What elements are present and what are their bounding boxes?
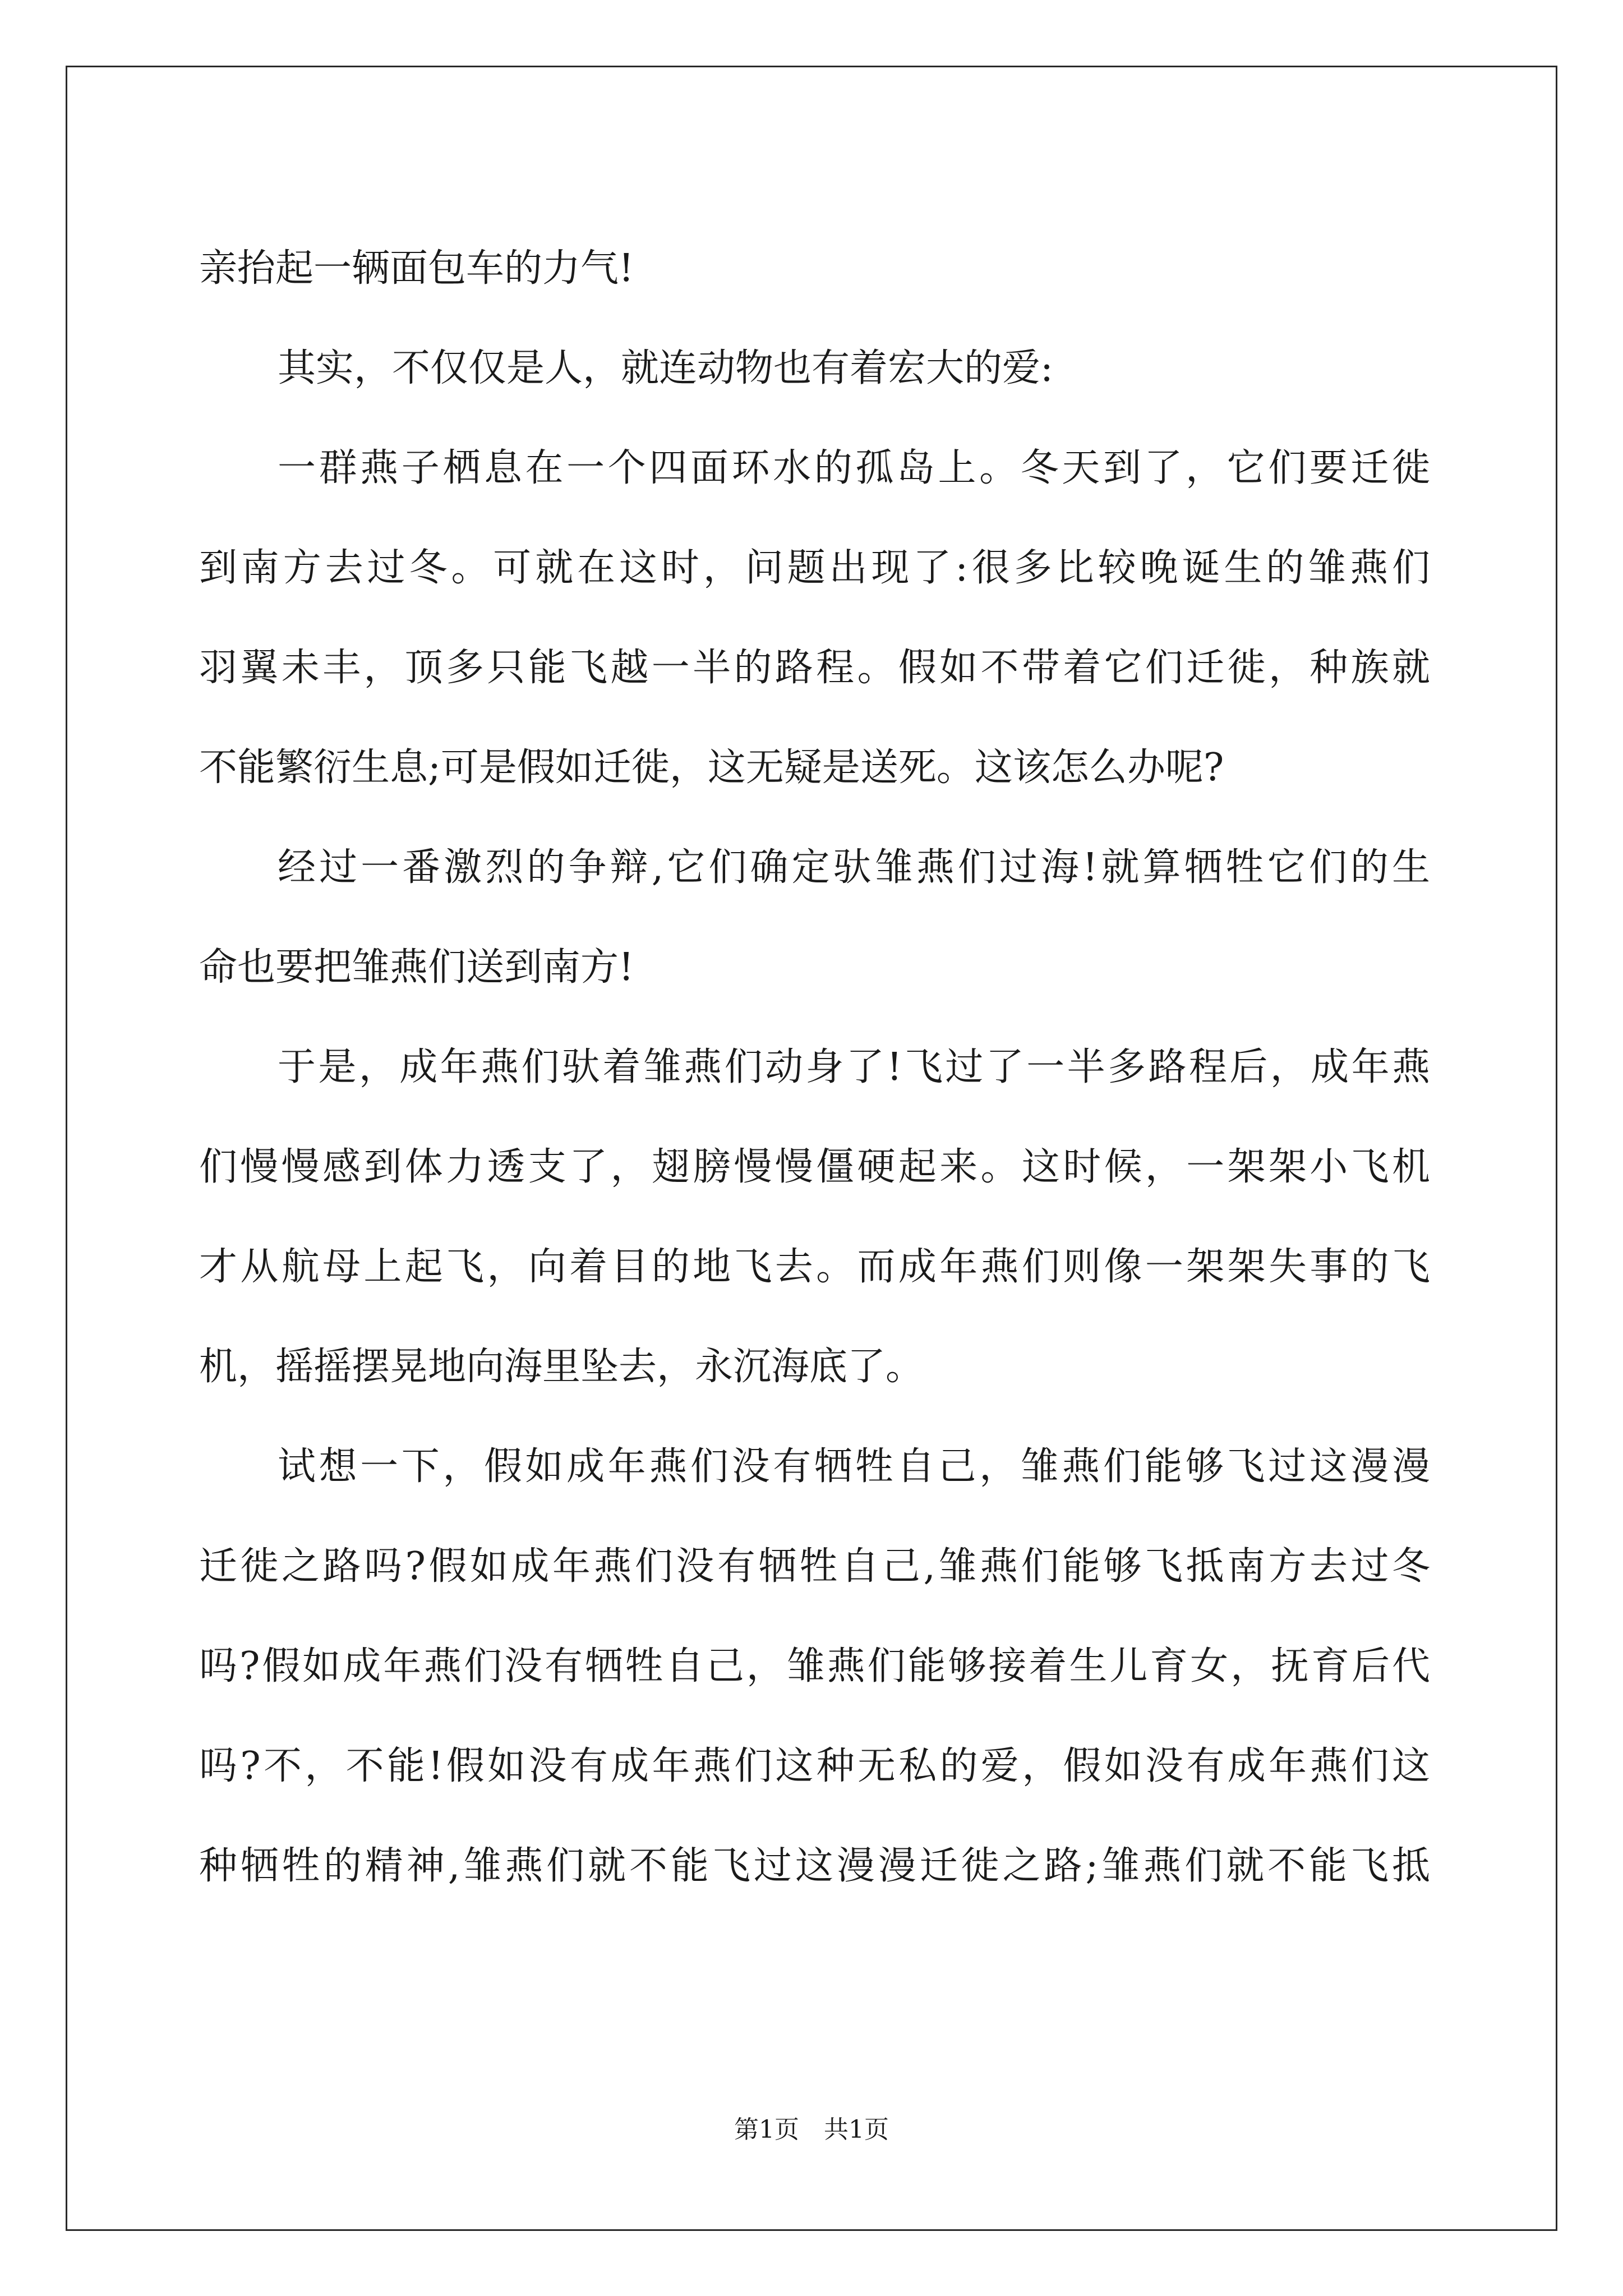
text-line: 一群燕子栖息在一个四面环水的孤岛上。冬天到了，它们要迁徙 [278, 446, 1430, 490]
text-line: 才从航母上起飞，向着目的地飞去。而成年燕们则像一架架失事的飞 [199, 1245, 1430, 1289]
text-line: 其实，不仅仅是人，就连动物也有着宏大的爱: [278, 346, 1053, 390]
text-line: 羽翼未丰，顶多只能飞越一半的路程。假如不带着它们迁徙，种族就 [199, 646, 1430, 690]
text-line: 吗?假如成年燕们没有牺牲自己，雏燕们能够接着生儿育女，抚育后代 [199, 1644, 1430, 1688]
text-line: 种牺牲的精神,雏燕们就不能飞过这漫漫迁徙之路;雏燕们就不能飞抵 [199, 1844, 1430, 1888]
text-line: 亲抬起一辆面包车的力气! [199, 246, 634, 291]
document-body [199, 219, 1430, 1916]
text-line: 吗?不，不能!假如没有成年燕们这种无私的爱，假如没有成年燕们这 [199, 1744, 1430, 1788]
text-line: 们慢慢感到体力透支了，翅膀慢慢僵硬起来。这时候，一架架小飞机 [199, 1145, 1430, 1189]
text-line: 试想一下，假如成年燕们没有牺牲自己，雏燕们能够飞过这漫漫 [278, 1444, 1430, 1489]
text-line: 到南方去过冬。可就在这时，问题出现了:很多比较晚诞生的雏燕们 [199, 546, 1430, 590]
text-line: 命也要把雏燕们送到南方! [199, 945, 634, 990]
text-line: 机，摇摇摆晃地向海里坠去，永沉海底了。 [199, 1345, 924, 1389]
text-line: 于是，成年燕们驮着雏燕们动身了!飞过了一半多路程后，成年燕 [278, 1045, 1430, 1089]
text-line: 迁徙之路吗?假如成年燕们没有牺牲自己,雏燕们能够飞抵南方去过冬 [199, 1544, 1430, 1589]
text-line: 不能繁衍生息;可是假如迁徙，这无疑是送死。这该怎么办呢? [199, 746, 1224, 790]
page-footer: 第1页 共1页 [734, 2115, 889, 2144]
text-line: 经过一番激烈的争辩,它们确定驮雏燕们过海!就算牺牲它们的生 [278, 845, 1430, 890]
